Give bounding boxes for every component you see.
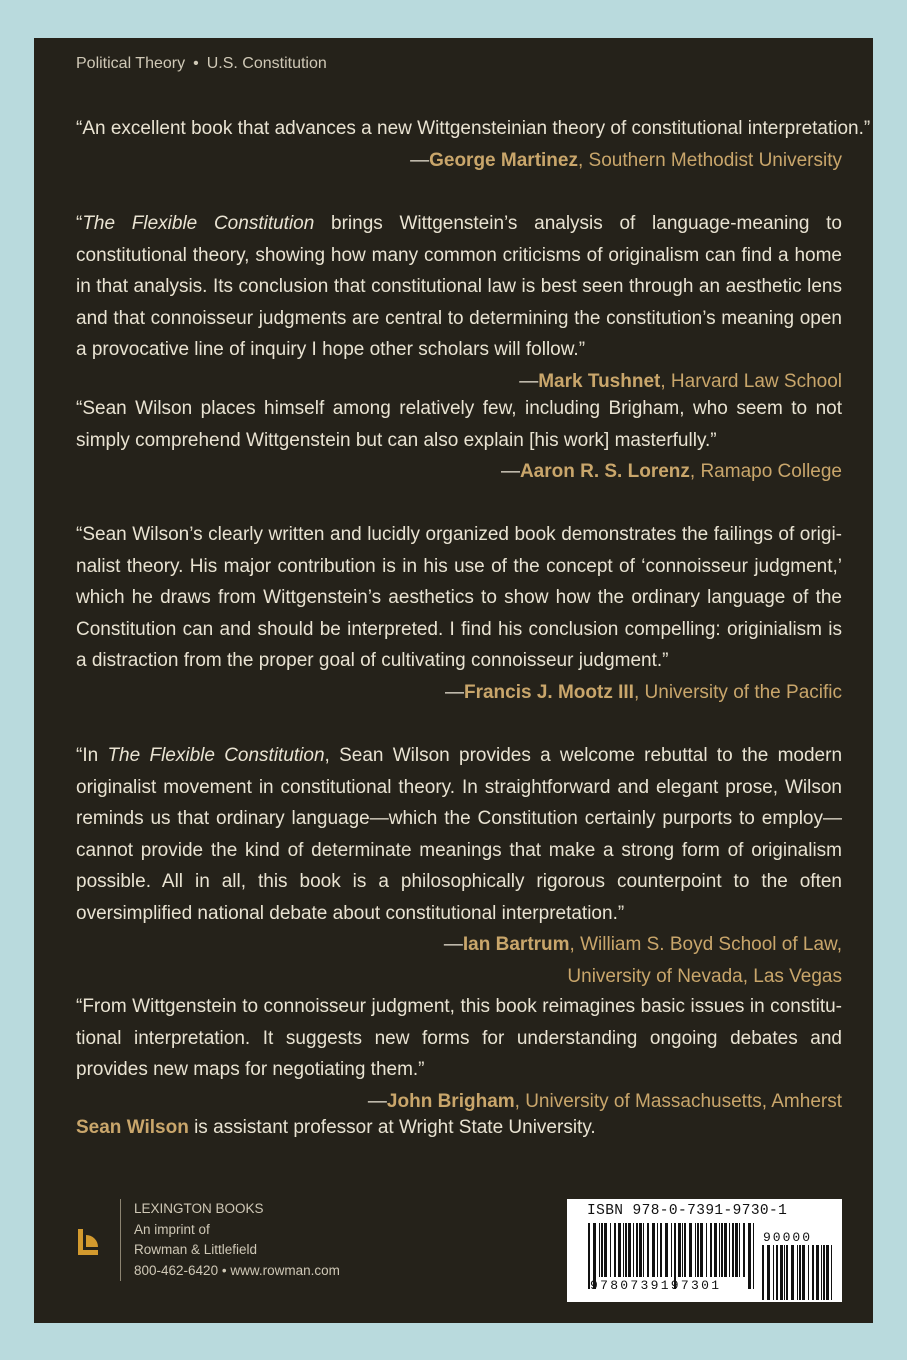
reviewer-affiliation: , William S. Boyd School of Law, bbox=[569, 934, 842, 955]
barcode-bar bbox=[618, 1223, 621, 1277]
publisher-name: LEXINGTON BOOKS bbox=[134, 1201, 264, 1216]
barcode-bar bbox=[657, 1223, 658, 1277]
barcode-bar bbox=[753, 1223, 754, 1289]
barcode-bar bbox=[816, 1245, 819, 1300]
reviewer-name: John Brigham bbox=[386, 1090, 515, 1112]
attribution-dash: — bbox=[500, 461, 520, 482]
blurb-quote: “Sean Wilson places himself among relatively few, including Brigham, who seem to not simply comprehend Wittgenstein but can also explain [his work] masterfully.” bbox=[76, 398, 842, 451]
author-bio-text: is assistant professor at Wright State University. bbox=[188, 1117, 596, 1138]
attribution-dash: — bbox=[519, 370, 539, 392]
barcode-bar bbox=[797, 1245, 798, 1300]
barcode-bar bbox=[823, 1245, 825, 1300]
barcode-bar bbox=[773, 1245, 774, 1300]
blurb-attribution bbox=[444, 929, 842, 961]
category-line bbox=[76, 55, 327, 73]
category-separator: • bbox=[193, 55, 199, 72]
barcode-bar bbox=[780, 1245, 783, 1300]
barcode-bar bbox=[710, 1223, 712, 1277]
blurb-quote: “Sean Wilson’s clearly written and lucidly organized book demonstrates the failings of originalist theory. His major contribution is in his use of the concept of ‘connoisseur judgment,’ which he draws from Wittgenstein’s aesthetics to show how the ordinary language of the Constitution can and should be interpreted. I find his conclusion compelling: originialism is a distraction from the proper goal of cultivating connoisseur judgment.” bbox=[76, 524, 842, 671]
barcode-bar bbox=[721, 1223, 723, 1277]
blurb-mootz bbox=[76, 519, 842, 708]
blurb-lorenz bbox=[76, 393, 842, 488]
attribution-dash: — bbox=[410, 149, 430, 171]
reviewer-affiliation: , Harvard Law School bbox=[660, 370, 842, 392]
author-name: Sean Wilson bbox=[76, 1117, 189, 1138]
barcode-bar bbox=[821, 1245, 822, 1300]
blurb-bartrum bbox=[76, 740, 842, 992]
barcode-bar bbox=[652, 1223, 655, 1277]
reviewer-name: Francis J. Mootz III bbox=[463, 681, 634, 703]
barcode-bar bbox=[767, 1245, 770, 1300]
barcode-bar bbox=[625, 1223, 627, 1277]
isbn-label: ISBN 978-0-7391-9730-1 bbox=[587, 1203, 788, 1219]
author-bio bbox=[76, 1117, 596, 1139]
reviewer-name: Aaron R. S. Lorenz bbox=[519, 461, 690, 482]
blurb-quote: brings Wittgenstein’s analysis of language-meaning to constitutional theory, showing how many common criticisms of originalism can find a home in that analysis. Its conclusion that constitutional law is best seen through an aesthetic lens and that connoisseur judgments are central to determining the constitution’s meaning open a provocative line of inquiry I hope other scholars will follow.” bbox=[76, 213, 842, 360]
reviewer-affiliation-line2: University of Nevada, Las Vegas bbox=[567, 965, 842, 987]
barcode-addon-number: 90000 bbox=[763, 1230, 813, 1245]
barcode-bar bbox=[639, 1223, 642, 1277]
barcode-bar bbox=[826, 1245, 829, 1300]
back-cover bbox=[34, 38, 873, 1323]
barcode-bar bbox=[706, 1223, 707, 1277]
barcode-bar bbox=[735, 1223, 738, 1277]
barcode-bar bbox=[808, 1245, 809, 1300]
barcode bbox=[567, 1199, 842, 1302]
barcode-bar bbox=[743, 1223, 745, 1277]
blurb-attribution bbox=[76, 677, 842, 709]
barcode-bar bbox=[799, 1245, 801, 1300]
barcode-bar bbox=[695, 1223, 696, 1277]
book-title: The Flexible Constitution bbox=[82, 213, 315, 234]
category-political-theory: Political Theory bbox=[76, 55, 186, 72]
publisher-text bbox=[134, 1199, 340, 1281]
category-us-constitution: U.S. Constitution bbox=[206, 55, 327, 72]
barcode-bar bbox=[671, 1223, 672, 1277]
barcode-bar bbox=[614, 1223, 616, 1277]
barcode-bar bbox=[748, 1223, 751, 1289]
barcode-bar bbox=[762, 1245, 764, 1300]
barcode-bar bbox=[665, 1223, 668, 1277]
attribution-dash: — bbox=[444, 681, 464, 703]
barcode-bar bbox=[660, 1223, 662, 1277]
blurb-brigham bbox=[76, 991, 842, 1117]
blurb-quote: “From Wittgenstein to connoisseur judgment, this book reimagines basic issues in constitutional interpretation. It suggests new forms for understanding ongoing debates and provides new maps for negotiating them.” bbox=[76, 996, 842, 1080]
barcode-bar bbox=[732, 1223, 734, 1277]
barcode-bar bbox=[623, 1223, 624, 1277]
barcode-bar bbox=[776, 1245, 778, 1300]
barcode-bar bbox=[628, 1223, 631, 1277]
quote-open: “In bbox=[76, 745, 108, 766]
blurb-attribution bbox=[368, 1086, 842, 1118]
contact-separator: • bbox=[221, 1262, 227, 1278]
barcode-bar bbox=[697, 1223, 699, 1277]
attribution-dash: — bbox=[443, 934, 463, 955]
attribution-dash: — bbox=[367, 1090, 387, 1112]
publisher-divider bbox=[120, 1199, 121, 1281]
barcode-bar bbox=[791, 1245, 794, 1300]
barcode-bar bbox=[812, 1245, 814, 1300]
barcode-bar bbox=[678, 1223, 681, 1277]
barcode-bar bbox=[831, 1245, 832, 1300]
reviewer-name: George Martinez bbox=[429, 149, 578, 171]
reviewer-affiliation: , Southern Methodist University bbox=[577, 149, 842, 171]
reviewer-affiliation: , Ramapo College bbox=[689, 461, 842, 482]
blurb-attribution bbox=[76, 145, 842, 177]
blurb-quote: , Sean Wilson provides a welcome rebuttal to the modern originalist movement in constitutional theory. In straightforward and elegant prose, Wilson reminds us that ordinary language—which the Constitution certainly purports to employ—cannot provide the kind of determinate meanings that make a strong form of originalism possible. All in all, this book is a philosophically rigorous counterpoint to the often oversimplified national debate about constitutional interpretation.” bbox=[76, 745, 843, 924]
publisher-parent: Rowman & Littlefield bbox=[134, 1242, 258, 1257]
barcode-bar bbox=[647, 1223, 649, 1277]
barcode-bar bbox=[636, 1223, 638, 1277]
blurb-tushnet bbox=[76, 208, 842, 397]
publisher-website[interactable]: www.rowman.com bbox=[230, 1262, 340, 1278]
barcode-bar bbox=[684, 1223, 686, 1277]
blurb-martinez bbox=[76, 113, 871, 176]
barcode-bar bbox=[784, 1245, 785, 1300]
barcode-bar bbox=[739, 1223, 740, 1277]
barcode-bar bbox=[719, 1223, 720, 1277]
reviewer-name: Ian Bartrum bbox=[462, 934, 570, 955]
barcode-bar bbox=[714, 1223, 717, 1277]
barcode-bar bbox=[633, 1223, 634, 1277]
book-title: The Flexible Constitution bbox=[107, 745, 325, 766]
barcode-bars-addon bbox=[761, 1245, 835, 1300]
blurb-attribution bbox=[76, 456, 842, 488]
publisher-phone: 800-462-6420 bbox=[134, 1262, 219, 1278]
reviewer-name: Mark Tushnet bbox=[538, 370, 661, 392]
publisher-imprint: An imprint of bbox=[134, 1221, 210, 1237]
barcode-bar bbox=[682, 1223, 683, 1277]
barcode-bar bbox=[689, 1223, 692, 1277]
publisher-contact bbox=[134, 1261, 340, 1282]
barcode-bar bbox=[610, 1223, 611, 1277]
blurb-quote: “An excellent book that advances a new Wittgensteinian theory of constitutional interpretation.” bbox=[76, 118, 871, 139]
barcode-bar bbox=[604, 1223, 607, 1277]
barcode-bar bbox=[724, 1223, 727, 1277]
lexington-logo-icon bbox=[76, 1227, 100, 1257]
reviewer-affiliation: , University of Massachusetts, Amherst bbox=[514, 1090, 842, 1112]
barcode-bar bbox=[601, 1223, 603, 1277]
reviewer-affiliation: , University of the Pacific bbox=[633, 681, 842, 703]
quote-open: “ bbox=[76, 213, 83, 234]
barcode-bar bbox=[786, 1245, 788, 1300]
barcode-bar bbox=[802, 1245, 805, 1300]
barcode-number: 9780739197301 bbox=[590, 1278, 722, 1293]
barcode-bar bbox=[643, 1223, 644, 1277]
barcode-bar bbox=[729, 1223, 730, 1277]
barcode-bar bbox=[599, 1223, 600, 1277]
barcode-bar bbox=[700, 1223, 703, 1277]
